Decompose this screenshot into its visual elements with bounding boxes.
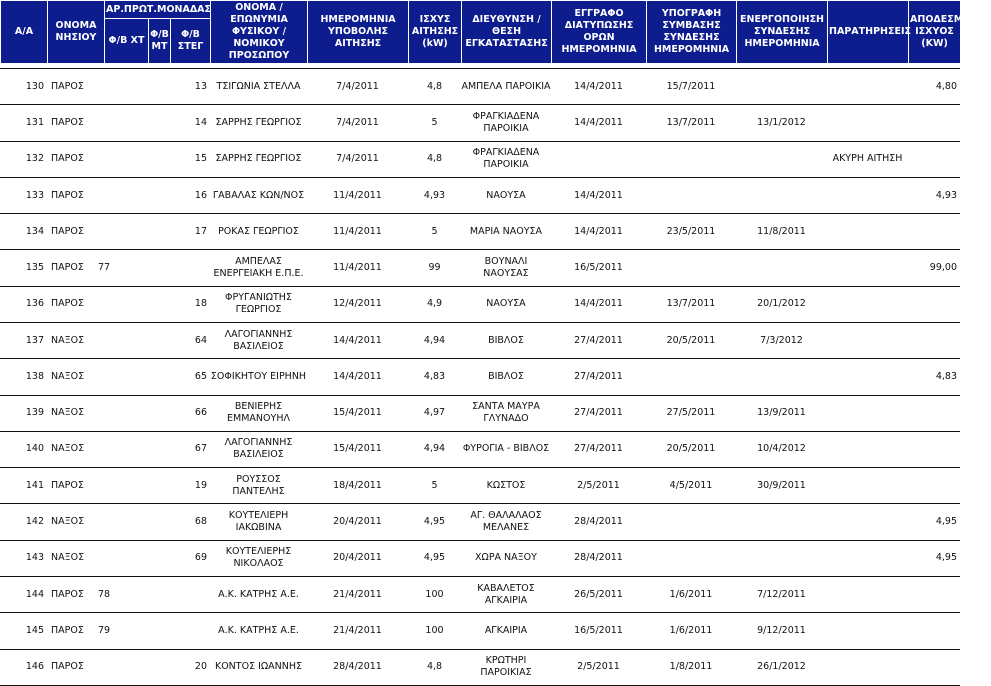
cell-terms-date: 14/4/2011 bbox=[551, 69, 646, 105]
cell-fb-xt: 77 bbox=[94, 250, 148, 286]
cell-activation-date: 7/3/2012 bbox=[736, 323, 827, 359]
cell-fb-xt bbox=[94, 504, 148, 540]
cell-released: 4,93 bbox=[908, 177, 960, 213]
cell-terms-date: 27/4/2011 bbox=[551, 359, 646, 395]
cell-remarks bbox=[827, 214, 908, 250]
cell-released bbox=[908, 613, 960, 649]
cell-released bbox=[908, 468, 960, 504]
cell-aa: 134 bbox=[0, 214, 47, 250]
cell-submit-date: 20/4/2011 bbox=[307, 540, 408, 576]
cell-island: ΠΑΡΟΣ bbox=[47, 69, 94, 105]
cell-contract-date bbox=[646, 250, 736, 286]
cell-island: ΠΑΡΟΣ bbox=[47, 468, 94, 504]
cell-fb-mt bbox=[148, 613, 170, 649]
cell-contract-date: 4/5/2011 bbox=[646, 468, 736, 504]
cell-contract-date: 27/5/2011 bbox=[646, 395, 736, 431]
cell-name: ΚΟΝΤΟΣ ΙΩΑΝΝΗΣ bbox=[210, 649, 307, 685]
cell-terms-date: 27/4/2011 bbox=[551, 395, 646, 431]
cell-address: ΒΙΒΛΟΣ bbox=[461, 323, 551, 359]
cell-released bbox=[908, 649, 960, 685]
cell-fb-xt: 79 bbox=[94, 613, 148, 649]
cell-fb-xt bbox=[94, 177, 148, 213]
cell-address: ΦΡΑΓΚΙΑΔΕΝΑ ΠΑΡΟΙΚΙΑ bbox=[461, 105, 551, 141]
cell-island: ΝΑΞΟΣ bbox=[47, 540, 94, 576]
cell-fb-steg: 15 bbox=[170, 141, 210, 177]
cell-address: ΑΓ. ΘΑΛΑΛΑΟΣ ΜΕΛΑΝΕΣ bbox=[461, 504, 551, 540]
cell-power: 5 bbox=[408, 468, 461, 504]
cell-contract-date: 20/5/2011 bbox=[646, 431, 736, 467]
cell-activation-date: 7/12/2011 bbox=[736, 576, 827, 612]
cell-fb-xt bbox=[94, 395, 148, 431]
cell-remarks bbox=[827, 69, 908, 105]
header-aa: Α/Α bbox=[1, 1, 48, 64]
cell-fb-mt bbox=[148, 395, 170, 431]
cell-remarks bbox=[827, 359, 908, 395]
cell-remarks bbox=[827, 649, 908, 685]
cell-name: ΣΟΦΙΚΗΤΟΥ ΕΙΡΗΝΗ bbox=[210, 359, 307, 395]
cell-fb-steg bbox=[170, 576, 210, 612]
cell-fb-mt bbox=[148, 177, 170, 213]
cell-activation-date: 26/1/2012 bbox=[736, 649, 827, 685]
cell-terms-date: 28/4/2011 bbox=[551, 540, 646, 576]
cell-fb-steg: 68 bbox=[170, 504, 210, 540]
header-ar-group: ΑΡ.ΠΡΩΤ.ΜΟΝΑΔΑΣ bbox=[105, 1, 211, 19]
cell-fb-xt bbox=[94, 323, 148, 359]
cell-address: ΦΡΑΓΚΙΑΔΕΝΑ ΠΑΡΟΙΚΙΑ bbox=[461, 141, 551, 177]
header-remarks: ΠΑΡΑΤΗΡΗΣΕΙΣ bbox=[828, 1, 909, 64]
cell-remarks bbox=[827, 613, 908, 649]
cell-address: ΚΩΣΤΟΣ bbox=[461, 468, 551, 504]
cell-fb-mt bbox=[148, 286, 170, 322]
cell-island: ΝΑΞΟΣ bbox=[47, 431, 94, 467]
cell-terms-date: 2/5/2011 bbox=[551, 468, 646, 504]
cell-released bbox=[908, 323, 960, 359]
cell-remarks bbox=[827, 468, 908, 504]
table-row bbox=[0, 359, 960, 395]
cell-terms-date: 14/4/2011 bbox=[551, 286, 646, 322]
table-row bbox=[0, 468, 960, 504]
cell-fb-steg: 66 bbox=[170, 395, 210, 431]
table-row bbox=[0, 395, 960, 431]
table-row bbox=[0, 286, 960, 322]
cell-fb-xt bbox=[94, 214, 148, 250]
cell-fb-xt bbox=[94, 540, 148, 576]
cell-island: ΠΑΡΟΣ bbox=[47, 576, 94, 612]
cell-fb-xt bbox=[94, 359, 148, 395]
cell-contract-date: 13/7/2011 bbox=[646, 105, 736, 141]
table-row bbox=[0, 576, 960, 612]
cell-activation-date: 13/1/2012 bbox=[736, 105, 827, 141]
cell-terms-date: 14/4/2011 bbox=[551, 105, 646, 141]
cell-island: ΠΑΡΟΣ bbox=[47, 613, 94, 649]
cell-power: 4,94 bbox=[408, 431, 461, 467]
cell-name: ΒΕΝΙΕΡΗΣ ΕΜΜΑΝΟΥΗΛ bbox=[210, 395, 307, 431]
cell-submit-date: 21/4/2011 bbox=[307, 613, 408, 649]
cell-contract-date bbox=[646, 540, 736, 576]
cell-island: ΠΑΡΟΣ bbox=[47, 141, 94, 177]
cell-contract-date bbox=[646, 141, 736, 177]
cell-remarks bbox=[827, 395, 908, 431]
cell-remarks bbox=[827, 250, 908, 286]
table-row bbox=[0, 649, 960, 685]
cell-fb-steg: 65 bbox=[170, 359, 210, 395]
cell-power: 4,93 bbox=[408, 177, 461, 213]
cell-fb-mt bbox=[148, 359, 170, 395]
cell-remarks bbox=[827, 431, 908, 467]
table-row bbox=[0, 504, 960, 540]
cell-fb-mt bbox=[148, 69, 170, 105]
cell-name: ΡΟΥΣΣΟΣ ΠΑΝΤΕΛΗΣ bbox=[210, 468, 307, 504]
cell-terms-date: 28/4/2011 bbox=[551, 504, 646, 540]
cell-name: ΛΑΓΟΓΙΑΝΝΗΣ ΒΑΣΙΛΕΙΟΣ bbox=[210, 431, 307, 467]
header-released: ΑΠΟΔΕΣΜΕΥΣΗ ΙΣΧΥΟΣ (KW) bbox=[909, 1, 961, 64]
cell-island: ΝΑΞΟΣ bbox=[47, 359, 94, 395]
cell-power: 4,8 bbox=[408, 649, 461, 685]
cell-name: ΑΜΠΕΛΑΣ ΕΝΕΡΓΕΙΑΚΗ Ε.Π.Ε. bbox=[210, 250, 307, 286]
cell-remarks bbox=[827, 105, 908, 141]
cell-fb-steg: 20 bbox=[170, 649, 210, 685]
cell-fb-steg: 17 bbox=[170, 214, 210, 250]
cell-terms-date: 27/4/2011 bbox=[551, 323, 646, 359]
cell-aa: 141 bbox=[0, 468, 47, 504]
cell-terms-date: 14/4/2011 bbox=[551, 177, 646, 213]
cell-remarks bbox=[827, 286, 908, 322]
cell-address: ΑΓΚΑΙΡΙΑ bbox=[461, 613, 551, 649]
cell-terms-date: 27/4/2011 bbox=[551, 431, 646, 467]
cell-island: ΠΑΡΟΣ bbox=[47, 214, 94, 250]
table-row bbox=[0, 105, 960, 141]
cell-aa: 130 bbox=[0, 69, 47, 105]
cell-aa: 132 bbox=[0, 141, 47, 177]
cell-power: 5 bbox=[408, 214, 461, 250]
cell-activation-date bbox=[736, 250, 827, 286]
cell-activation-date: 13/9/2011 bbox=[736, 395, 827, 431]
cell-activation-date: 10/4/2012 bbox=[736, 431, 827, 467]
cell-activation-date bbox=[736, 504, 827, 540]
cell-terms-date: 2/5/2011 bbox=[551, 649, 646, 685]
cell-power: 100 bbox=[408, 576, 461, 612]
cell-remarks bbox=[827, 576, 908, 612]
cell-island: ΝΑΞΟΣ bbox=[47, 504, 94, 540]
header-fb-steg: Φ/Β ΣΤΕΓ bbox=[171, 19, 211, 64]
header-power: ΙΣΧΥΣ ΑΙΤΗΣΗΣ (kW) bbox=[409, 1, 462, 64]
cell-power: 4,8 bbox=[408, 141, 461, 177]
cell-address: ΝΑΟΥΣΑ bbox=[461, 177, 551, 213]
cell-submit-date: 11/4/2011 bbox=[307, 214, 408, 250]
cell-island: ΠΑΡΟΣ bbox=[47, 649, 94, 685]
cell-released bbox=[908, 141, 960, 177]
cell-submit-date: 7/4/2011 bbox=[307, 141, 408, 177]
cell-submit-date: 21/4/2011 bbox=[307, 576, 408, 612]
cell-power: 4,83 bbox=[408, 359, 461, 395]
cell-released: 4,80 bbox=[908, 69, 960, 105]
cell-address: ΜΑΡΙΑ ΝΑΟΥΣΑ bbox=[461, 214, 551, 250]
cell-fb-xt bbox=[94, 649, 148, 685]
cell-fb-steg: 19 bbox=[170, 468, 210, 504]
cell-island: ΝΑΞΟΣ bbox=[47, 323, 94, 359]
cell-name: ΣΑΡΡΗΣ ΓΕΩΡΓΙΟΣ bbox=[210, 141, 307, 177]
cell-activation-date bbox=[736, 359, 827, 395]
cell-fb-steg: 14 bbox=[170, 105, 210, 141]
cell-power: 4,8 bbox=[408, 69, 461, 105]
header-fb-xt: Φ/Β ΧΤ bbox=[105, 19, 149, 64]
cell-activation-date: 11/8/2011 bbox=[736, 214, 827, 250]
cell-submit-date: 12/4/2011 bbox=[307, 286, 408, 322]
cell-power: 4,94 bbox=[408, 323, 461, 359]
cell-island: ΠΑΡΟΣ bbox=[47, 177, 94, 213]
cell-fb-mt bbox=[148, 214, 170, 250]
cell-island: ΝΑΞΟΣ bbox=[47, 395, 94, 431]
cell-released bbox=[908, 286, 960, 322]
cell-fb-steg: 16 bbox=[170, 177, 210, 213]
cell-released bbox=[908, 214, 960, 250]
cell-fb-mt bbox=[148, 540, 170, 576]
cell-terms-date: 14/4/2011 bbox=[551, 214, 646, 250]
cell-submit-date: 14/4/2011 bbox=[307, 359, 408, 395]
cell-power: 4,9 bbox=[408, 286, 461, 322]
cell-submit-date: 15/4/2011 bbox=[307, 431, 408, 467]
table-row bbox=[0, 177, 960, 213]
cell-fb-mt bbox=[148, 250, 170, 286]
cell-released: 4,95 bbox=[908, 504, 960, 540]
cell-power: 4,95 bbox=[408, 540, 461, 576]
cell-aa: 142 bbox=[0, 504, 47, 540]
cell-remarks bbox=[827, 177, 908, 213]
cell-activation-date: 30/9/2011 bbox=[736, 468, 827, 504]
cell-activation-date: 9/12/2011 bbox=[736, 613, 827, 649]
cell-submit-date: 11/4/2011 bbox=[307, 250, 408, 286]
table-header bbox=[0, 0, 991, 64]
header-island: ΟΝΟΜΑ ΝΗΣΙΟΥ bbox=[48, 1, 105, 64]
cell-contract-date: 1/8/2011 bbox=[646, 649, 736, 685]
cell-aa: 144 bbox=[0, 576, 47, 612]
cell-contract-date: 1/6/2011 bbox=[646, 613, 736, 649]
cell-submit-date: 7/4/2011 bbox=[307, 105, 408, 141]
cell-fb-mt bbox=[148, 576, 170, 612]
cell-name: ΚΟΥΤΕΛΙΕΡΗΣ ΝΙΚΟΛΑΟΣ bbox=[210, 540, 307, 576]
cell-aa: 138 bbox=[0, 359, 47, 395]
cell-power: 99 bbox=[408, 250, 461, 286]
cell-name: ΓΑΒΑΛΑΣ ΚΩΝ/ΝΟΣ bbox=[210, 177, 307, 213]
cell-aa: 137 bbox=[0, 323, 47, 359]
cell-address: ΒΙΒΛΟΣ bbox=[461, 359, 551, 395]
cell-aa: 135 bbox=[0, 250, 47, 286]
cell-address: ΒΟΥΝΑΛΙ ΝΑΟΥΣΑΣ bbox=[461, 250, 551, 286]
cell-fb-steg: 69 bbox=[170, 540, 210, 576]
cell-submit-date: 15/4/2011 bbox=[307, 395, 408, 431]
cell-power: 5 bbox=[408, 105, 461, 141]
cell-released: 4,83 bbox=[908, 359, 960, 395]
cell-contract-date: 23/5/2011 bbox=[646, 214, 736, 250]
cell-submit-date: 18/4/2011 bbox=[307, 468, 408, 504]
cell-released bbox=[908, 576, 960, 612]
cell-contract-date: 13/7/2011 bbox=[646, 286, 736, 322]
cell-released bbox=[908, 395, 960, 431]
cell-name: ΤΣΙΓΩΝΙΑ ΣΤΕΛΛΑ bbox=[210, 69, 307, 105]
header-terms-date: ΕΓΓΡΑΦΟ ΔΙΑΤΥΠΩΣΗΣ ΟΡΩΝ ΗΜΕΡΟΜΗΝΙΑ bbox=[552, 1, 647, 64]
cell-submit-date: 14/4/2011 bbox=[307, 323, 408, 359]
cell-terms-date bbox=[551, 141, 646, 177]
cell-fb-xt bbox=[94, 105, 148, 141]
cell-fb-steg: 67 bbox=[170, 431, 210, 467]
cell-address: ΚΑΒΑΛΕΤΟΣ ΑΓΚΑΙΡΙΑ bbox=[461, 576, 551, 612]
cell-fb-mt bbox=[148, 504, 170, 540]
cell-address: ΧΩΡΑ ΝΑΞΟΥ bbox=[461, 540, 551, 576]
cell-contract-date bbox=[646, 177, 736, 213]
cell-fb-steg: 18 bbox=[170, 286, 210, 322]
cell-name: ΡΟΚΑΣ ΓΕΩΡΓΙΟΣ bbox=[210, 214, 307, 250]
cell-address: ΑΜΠΕΛΑ ΠΑΡΟΙΚΙΑ bbox=[461, 69, 551, 105]
cell-released bbox=[908, 105, 960, 141]
cell-terms-date: 16/5/2011 bbox=[551, 250, 646, 286]
cell-fb-mt bbox=[148, 649, 170, 685]
cell-fb-mt bbox=[148, 141, 170, 177]
cell-fb-steg: 13 bbox=[170, 69, 210, 105]
cell-aa: 139 bbox=[0, 395, 47, 431]
cell-address: ΚΡΩΤΗΡΙ ΠΑΡΟΙΚΙΑΣ bbox=[461, 649, 551, 685]
cell-power: 4,97 bbox=[408, 395, 461, 431]
cell-name: ΛΑΓΟΓΙΑΝΝΗΣ ΒΑΣΙΛΕΙΟΣ bbox=[210, 323, 307, 359]
cell-name: Α.Κ. ΚΑΤΡΗΣ Α.Ε. bbox=[210, 576, 307, 612]
cell-contract-date: 20/5/2011 bbox=[646, 323, 736, 359]
cell-address: ΦΥΡΟΓΙΑ - ΒΙΒΛΟΣ bbox=[461, 431, 551, 467]
cell-activation-date bbox=[736, 69, 827, 105]
table-row bbox=[0, 613, 960, 649]
cell-power: 4,95 bbox=[408, 504, 461, 540]
cell-fb-steg: 64 bbox=[170, 323, 210, 359]
cell-contract-date bbox=[646, 359, 736, 395]
cell-contract-date: 15/7/2011 bbox=[646, 69, 736, 105]
cell-name: Α.Κ. ΚΑΤΡΗΣ Α.Ε. bbox=[210, 613, 307, 649]
cell-fb-xt bbox=[94, 286, 148, 322]
table-row bbox=[0, 323, 960, 359]
header-submit-date: ΗΜΕΡΟΜΗΝΙΑ ΥΠΟΒΟΛΗΣ ΑΙΤΗΣΗΣ bbox=[308, 1, 409, 64]
cell-power: 100 bbox=[408, 613, 461, 649]
cell-aa: 143 bbox=[0, 540, 47, 576]
cell-contract-date bbox=[646, 504, 736, 540]
table-row bbox=[0, 69, 960, 105]
data-table bbox=[0, 64, 960, 686]
cell-released: 99,00 bbox=[908, 250, 960, 286]
cell-released bbox=[908, 431, 960, 467]
header-contract-date: ΥΠΟΓΡΑΦΗ ΣΥΜΒΑΣΗΣ ΣΥΝΔΕΣΗΣ ΗΜΕΡΟΜΗΝΙΑ bbox=[647, 1, 737, 64]
cell-submit-date: 28/4/2011 bbox=[307, 649, 408, 685]
cell-aa: 131 bbox=[0, 105, 47, 141]
cell-terms-date: 26/5/2011 bbox=[551, 576, 646, 612]
cell-aa: 146 bbox=[0, 649, 47, 685]
cell-aa: 133 bbox=[0, 177, 47, 213]
cell-fb-steg bbox=[170, 250, 210, 286]
cell-activation-date bbox=[736, 177, 827, 213]
cell-fb-mt bbox=[148, 431, 170, 467]
cell-remarks bbox=[827, 323, 908, 359]
cell-remarks: ΑΚΥΡΗ ΑΙΤΗΣΗ bbox=[827, 141, 908, 177]
cell-submit-date: 11/4/2011 bbox=[307, 177, 408, 213]
cell-activation-date bbox=[736, 141, 827, 177]
table-row bbox=[0, 540, 960, 576]
cell-name: ΣΑΡΡΗΣ ΓΕΩΡΓΙΟΣ bbox=[210, 105, 307, 141]
cell-fb-steg bbox=[170, 613, 210, 649]
cell-island: ΠΑΡΟΣ bbox=[47, 250, 94, 286]
cell-activation-date bbox=[736, 540, 827, 576]
cell-aa: 145 bbox=[0, 613, 47, 649]
cell-fb-xt bbox=[94, 468, 148, 504]
cell-submit-date: 7/4/2011 bbox=[307, 69, 408, 105]
cell-fb-xt: 78 bbox=[94, 576, 148, 612]
cell-fb-xt bbox=[94, 431, 148, 467]
cell-address: ΝΑΟΥΣΑ bbox=[461, 286, 551, 322]
cell-address: ΣΑΝΤΑ ΜΑΥΡΑ ΓΛΥΝΑΔΟ bbox=[461, 395, 551, 431]
cell-remarks bbox=[827, 540, 908, 576]
table-row bbox=[0, 250, 960, 286]
header-fb-mt: Φ/Β ΜΤ bbox=[149, 19, 171, 64]
cell-fb-mt bbox=[148, 105, 170, 141]
cell-fb-xt bbox=[94, 69, 148, 105]
cell-aa: 136 bbox=[0, 286, 47, 322]
cell-name: ΦΡΥΓΑΝΙΩΤΗΣ ΓΕΩΡΓΙΟΣ bbox=[210, 286, 307, 322]
cell-terms-date: 16/5/2011 bbox=[551, 613, 646, 649]
header-address: ΔΙΕΥΘΥΝΣΗ / ΘΕΣΗ ΕΓΚΑΤΑΣΤΑΣΗΣ bbox=[462, 1, 552, 64]
cell-activation-date: 20/1/2012 bbox=[736, 286, 827, 322]
cell-submit-date: 20/4/2011 bbox=[307, 504, 408, 540]
header-name: ΟΝΟΜΑ / ΕΠΩΝΥΜΙΑ ΦΥΣΙΚΟΥ / ΝΟΜΙΚΟΥ ΠΡΟΣΩΠΟΥ bbox=[211, 1, 308, 64]
table-row bbox=[0, 214, 960, 250]
cell-fb-mt bbox=[148, 323, 170, 359]
cell-aa: 140 bbox=[0, 431, 47, 467]
cell-fb-xt bbox=[94, 141, 148, 177]
table-row bbox=[0, 141, 960, 177]
cell-fb-mt bbox=[148, 468, 170, 504]
cell-name: ΚΟΥΤΕΛΙΕΡΗ ΙΑΚΩΒΙΝΑ bbox=[210, 504, 307, 540]
cell-island: ΠΑΡΟΣ bbox=[47, 105, 94, 141]
cell-released: 4,95 bbox=[908, 540, 960, 576]
cell-remarks bbox=[827, 504, 908, 540]
cell-contract-date: 1/6/2011 bbox=[646, 576, 736, 612]
table-row bbox=[0, 431, 960, 467]
cell-island: ΠΑΡΟΣ bbox=[47, 286, 94, 322]
header-activation-date: ΕΝΕΡΓΟΠΟΙΗΣΗ ΣΥΝΔΕΣΗΣ ΗΜΕΡΟΜΗΝΙΑ bbox=[737, 1, 828, 64]
